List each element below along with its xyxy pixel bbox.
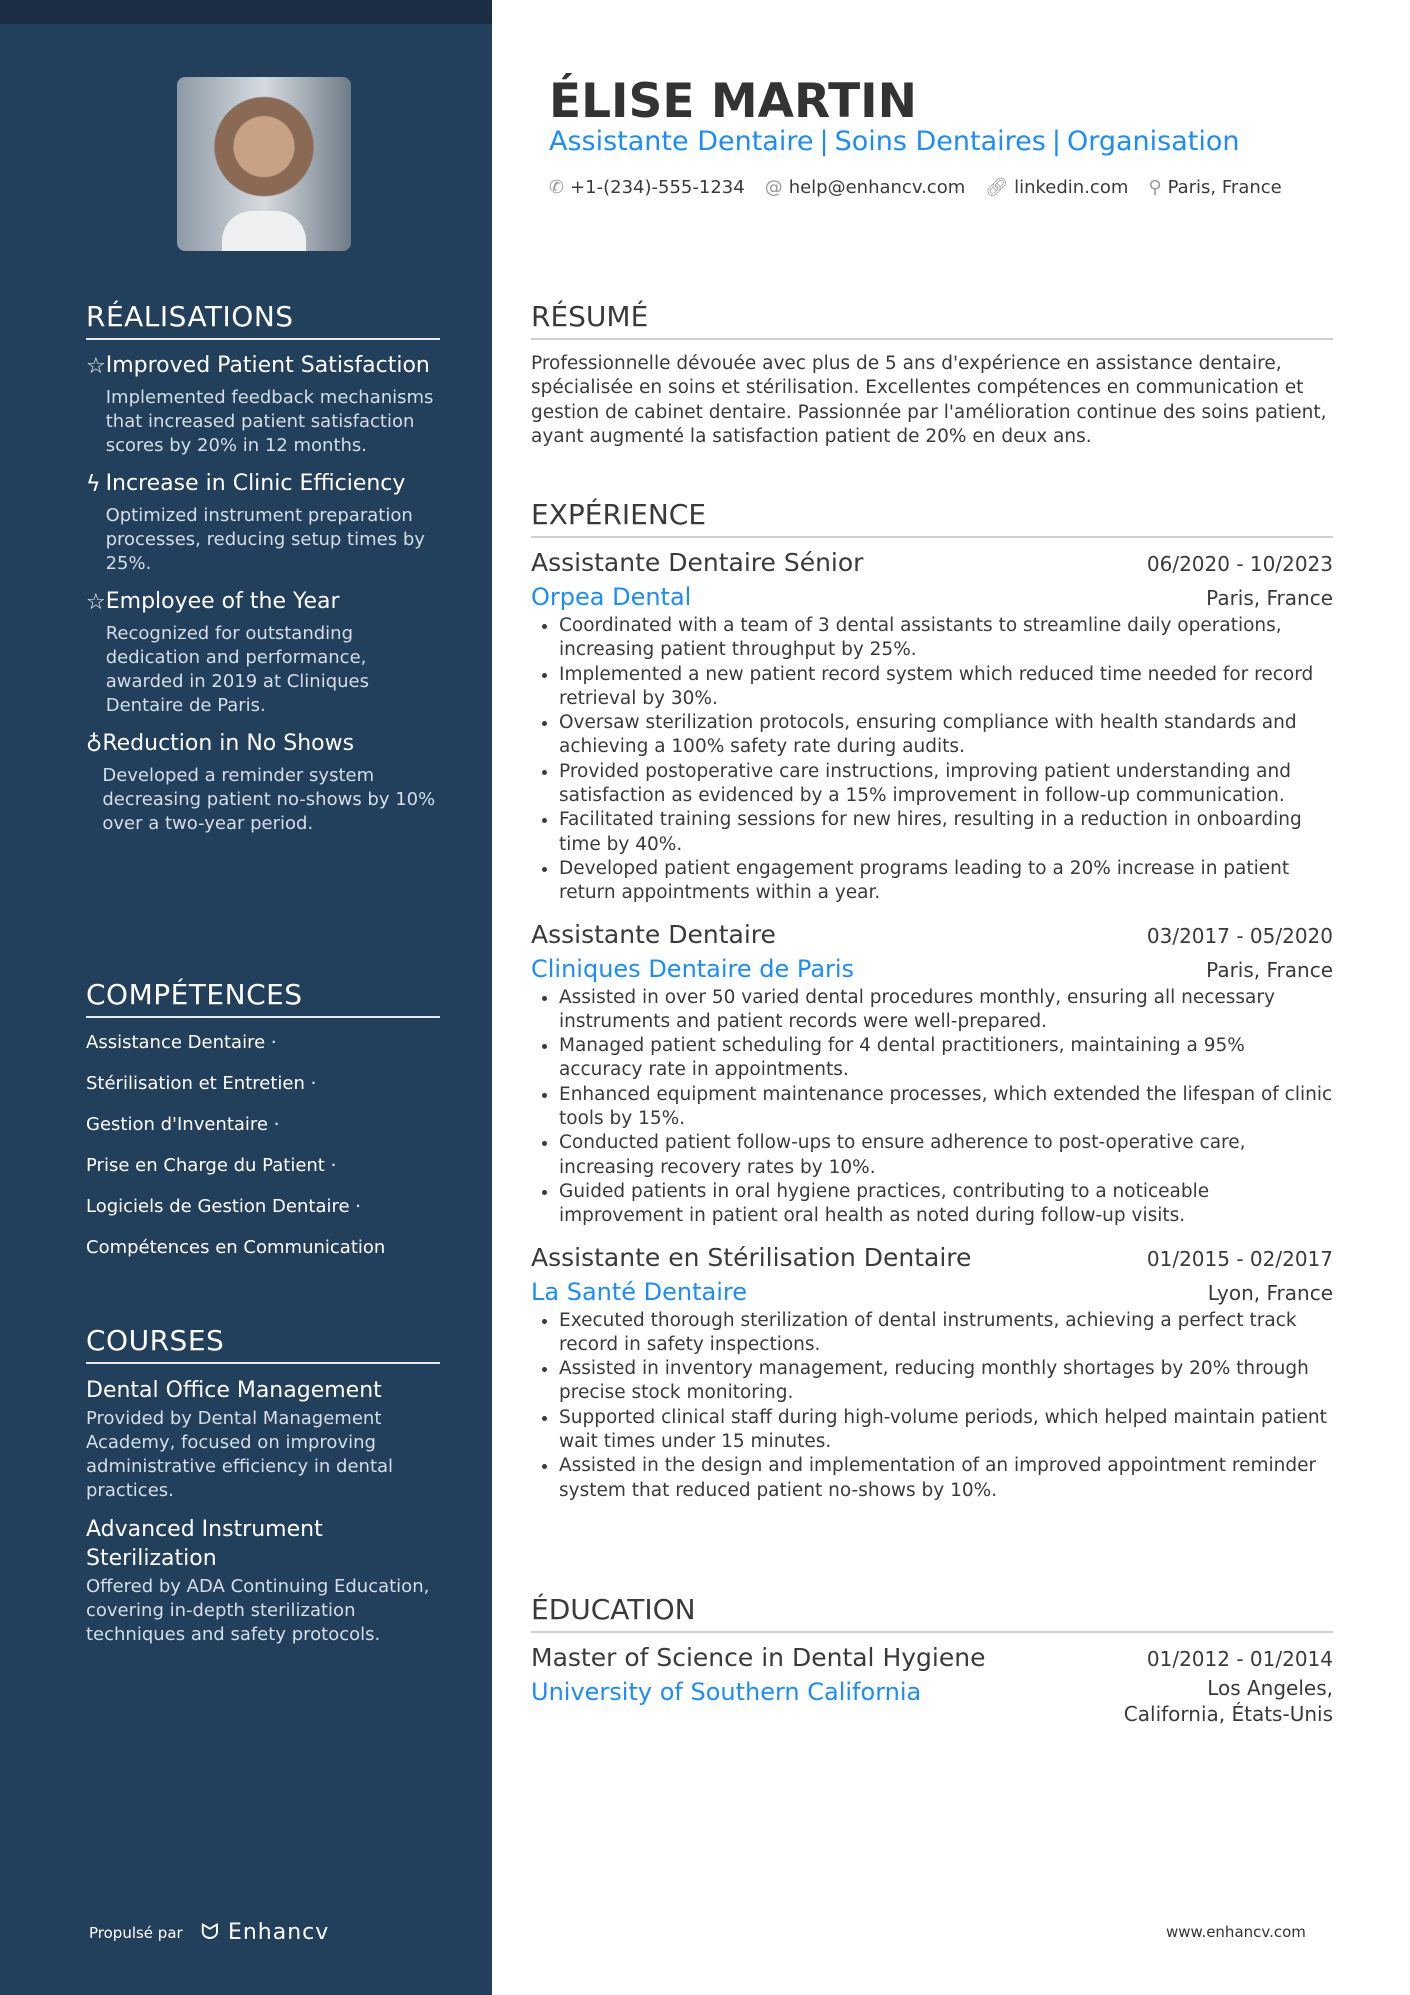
job-location: Lyon, France <box>1207 1280 1333 1305</box>
course-item <box>86 1376 440 1503</box>
course-desc: Offered by ADA Continuing Education, covering in-depth sterilization techniques and safety protocols. <box>86 1576 430 1645</box>
job-title: Assistante en Stérilisation Dentaire <box>531 1242 972 1272</box>
job-bullet: • Enhanced equipment maintenance processes, which extended the lifespan of clinic tools by 15%. <box>559 1083 1333 1132</box>
education-section <box>531 1593 1333 1727</box>
company-name[interactable]: Cliniques Dentaire de Paris <box>531 954 855 983</box>
job-bullets <box>559 1309 1333 1503</box>
course-title: Advanced Instrument Sterilization <box>86 1517 323 1571</box>
job-entry <box>531 918 1333 1229</box>
education-dates: 01/2012 - 01/2014 <box>1146 1647 1333 1671</box>
skill-item: Compétences en Communication <box>86 1237 386 1258</box>
skill-item: Logiciels de Gestion Dentaire · <box>86 1196 362 1217</box>
achievement-desc: Optimized instrument preparation processes, reducing setup times by 25%. <box>105 505 425 574</box>
school: University of Southern California <box>531 1678 922 1706</box>
course-item <box>86 1515 440 1647</box>
experience-section <box>531 498 1333 1503</box>
lightbulb-icon: ♁ <box>86 732 103 757</box>
job-bullet: • Coordinated with a team of 3 dental assistants to streamline daily operations, increasing patient throughput by 25%. <box>559 614 1333 663</box>
contact-location: ⚲ Paris, France <box>1148 177 1282 198</box>
skills-section <box>86 978 440 1260</box>
skill-item: Prise en Charge du Patient · <box>86 1155 337 1176</box>
job-location: Paris, France <box>1206 957 1333 982</box>
courses-section <box>86 1324 440 1647</box>
achievement-desc: Implemented feedback mechanisms that increased patient satisfaction scores by 20% in 12 months. <box>105 387 434 456</box>
logo-mark-icon: ᗢ <box>200 1920 220 1945</box>
job-bullet: • Developed patient engagement programs leading to a 20% increase in patient return appointments within a year. <box>559 857 1333 906</box>
profile-photo <box>177 77 351 251</box>
star-icon: ☆ <box>86 354 106 379</box>
achievement-desc: Recognized for outstanding dedication and performance, awarded in 2019 at Cliniques Dentaire de Paris. <box>105 623 369 716</box>
achievement-title: Improved Patient Satisfaction <box>105 353 430 378</box>
job-bullet: • Oversaw sterilization protocols, ensuring compliance with health standards and achieving a 100% safety rate during audits. <box>559 711 1333 760</box>
job-bullets <box>559 614 1333 906</box>
section-title: COMPÉTENCES <box>86 978 440 1018</box>
job-bullet: • Provided postoperative care instructions, improving patient understanding and satisfaction as evidenced by a 15% improvement in follow-up communication. <box>559 760 1333 809</box>
section-title: RÉALISATIONS <box>86 300 440 340</box>
degree: Master of Science in Dental Hygiene <box>531 1643 986 1672</box>
phone-icon: ✆ <box>549 177 565 198</box>
achievement-item <box>86 352 440 458</box>
skill-item: Assistance Dentaire · <box>86 1032 277 1053</box>
contact-linkedin[interactable]: 🔗︎ linkedin.com <box>985 177 1129 198</box>
headline: Assistante Dentaire | Soins Dentaires | Organisation <box>549 126 1240 157</box>
course-desc: Provided by Dental Management Academy, focused on improving administrative efficiency in dental practices. <box>86 1408 394 1501</box>
skill-item: Stérilisation et Entretien · <box>86 1073 317 1094</box>
section-title: EXPÉRIENCE <box>531 498 1333 538</box>
job-bullet: • Supported clinical staff during high-volume periods, which helped maintain patient wait times under 15 minutes. <box>559 1406 1333 1455</box>
contact-phone: ✆ +1-(234)-555-1234 <box>549 177 745 198</box>
enhancv-logo: ᗢ Enhancv <box>200 1920 330 1945</box>
achievement-desc: Developed a reminder system decreasing patient no-shows by 10% over a two-year period. <box>102 765 436 834</box>
job-bullet: • Managed patient scheduling for 4 dental practitioners, maintaining a 95% accuracy rate in appointments. <box>559 1034 1333 1083</box>
job-dates: 06/2020 - 10/2023 <box>1146 552 1333 576</box>
job-bullet: • Assisted in inventory management, reducing monthly shortages by 20% through precise stock monitoring. <box>559 1357 1333 1406</box>
sidebar-top-strip <box>0 0 492 24</box>
job-bullet: • Assisted in the design and implementation of an improved appointment reminder system that reduced patient no-shows by 10%. <box>559 1454 1333 1503</box>
location-icon: ⚲ <box>1148 177 1162 198</box>
powered-by <box>89 1920 329 1945</box>
powered-by-label: Propulsé par <box>89 1923 183 1942</box>
contact-info <box>549 177 1282 198</box>
job-dates: 01/2015 - 02/2017 <box>1146 1246 1333 1271</box>
job-location: Paris, France <box>1206 586 1333 610</box>
at-icon: @ <box>764 177 783 198</box>
job-entry <box>531 1241 1333 1503</box>
skill-item: Gestion d'Inventaire · <box>86 1114 280 1135</box>
footer-url[interactable]: www.enhancv.com <box>1166 1923 1306 1941</box>
job-bullet: • Implemented a new patient record system which reduced time needed for record retrieval by 30%. <box>559 663 1333 712</box>
achievement-title: Increase in Clinic Efficiency <box>105 471 406 496</box>
achievement-item <box>86 730 440 836</box>
link-icon: 🔗︎ <box>985 177 1009 198</box>
job-title: Assistante Dentaire <box>531 919 776 949</box>
contact-email[interactable]: @ help@enhancv.com <box>764 177 966 198</box>
summary-text: Professionnelle dévouée avec plus de 5 ans d'expérience en assistance dentaire, spécialisée en soins et stérilisation. Excellentes compétences en communication et gestion de cabinet dentaire. Passionnée par l'amélioration continue des soins patient, ayant augmenté la satisfaction patient de 20% en deux ans. <box>531 353 1327 447</box>
job-dates: 03/2017 - 05/2020 <box>1146 923 1333 948</box>
summary-section <box>531 300 1333 449</box>
education-location: Los Angeles, California, États-Unis <box>1123 1676 1333 1726</box>
company-name[interactable]: La Santé Dentaire <box>531 1277 748 1306</box>
job-bullets <box>559 986 1333 1229</box>
achievement-item <box>86 470 440 576</box>
course-title: Dental Office Management <box>86 1378 382 1403</box>
section-title: RÉSUMÉ <box>531 300 1333 340</box>
bolt-icon: ϟ <box>86 472 101 497</box>
job-title: Assistante Dentaire Sénior <box>531 548 864 577</box>
section-title: ÉDUCATION <box>531 1593 1333 1633</box>
achievements-section <box>86 300 440 836</box>
achievement-title: Employee of the Year <box>105 589 340 614</box>
company-name[interactable]: Orpea Dental <box>531 583 692 611</box>
achievement-title: Reduction in No Shows <box>102 731 355 756</box>
job-bullet: • Facilitated training sessions for new hires, resulting in a reduction in onboarding time by 40%. <box>559 808 1333 857</box>
job-entry <box>531 546 1333 906</box>
star-icon: ☆ <box>86 590 106 615</box>
job-bullet: • Conducted patient follow-ups to ensure adherence to post-operative care, increasing recovery rates by 10%. <box>559 1131 1333 1180</box>
job-bullet: • Guided patients in oral hygiene practices, contributing to a noticeable improvement in patient oral health as noted during follow-up visits. <box>559 1180 1333 1229</box>
job-bullet: • Executed thorough sterilization of dental instruments, achieving a perfect track record in safety inspections. <box>559 1309 1333 1358</box>
candidate-name: ÉLISE MARTIN <box>549 74 917 129</box>
section-title: COURSES <box>86 1324 440 1364</box>
achievement-item <box>86 588 440 718</box>
job-bullet: • Assisted in over 50 varied dental procedures monthly, ensuring all necessary instruments and patient records were well-prepared. <box>559 986 1333 1035</box>
